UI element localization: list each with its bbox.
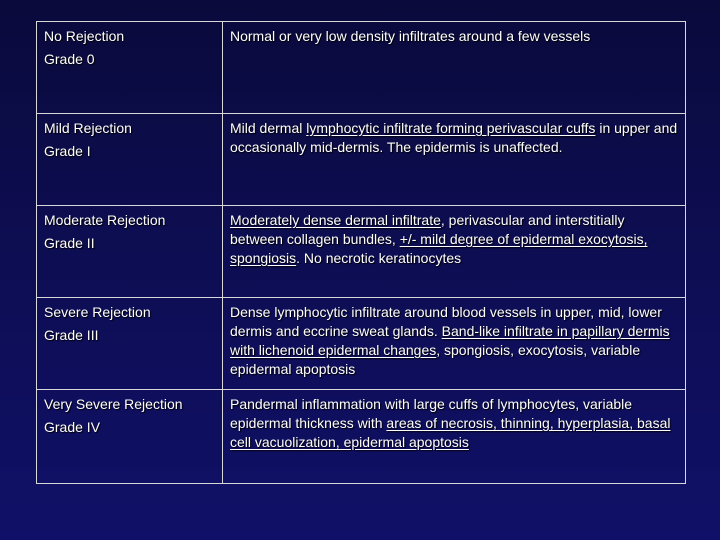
grade-cell	[37, 298, 223, 390]
underlined-term: +/- mild degree of epidermal exocytosis, spongiosis	[230, 231, 648, 266]
grade-cell	[37, 114, 223, 206]
grade-name: Mild Rejection	[44, 120, 132, 136]
description-text: Pandermal inflammation with large cuffs of lymphocytes, variable epidermal thickness with	[230, 396, 633, 431]
underlined-term: lymphocytic infiltrate forming perivascular cuffs	[306, 120, 596, 136]
description-text: in upper and occasionally mid-dermis. The epidermis is unaffected.	[230, 120, 678, 155]
description-text: , spongiosis, exocytosis, variable epidermal apoptosis	[230, 342, 641, 377]
description-text: , perivascular and interstitially between collagen bundles,	[230, 212, 625, 247]
description-cell	[223, 206, 686, 298]
grade-name: No Rejection	[44, 28, 125, 44]
description-cell	[223, 390, 686, 484]
description-cell	[223, 298, 686, 390]
table-row	[37, 390, 686, 484]
underlined-term: Band-like infiltrate in papillary dermis with lichenoid epidermal changes	[230, 323, 670, 358]
table-row	[37, 206, 686, 298]
grade-level: Grade 0	[44, 51, 95, 67]
grade-level: Grade III	[44, 327, 99, 343]
description-text: Dense lymphocytic infiltrate around blood vessels in upper, mid, lower dermis and eccrine sweat glands.	[230, 304, 662, 339]
description-cell	[223, 22, 686, 114]
underlined-term: areas of necrosis, thinning, hyperplasia, basal cell vacuolization, epidermal apoptosis	[230, 415, 671, 450]
grade-name: Very Severe Rejection	[44, 396, 183, 412]
description-text: Normal or very low density infiltrates around a few vessels	[230, 28, 591, 44]
grade-cell	[37, 390, 223, 484]
grade-cell	[37, 206, 223, 298]
grade-level: Grade I	[44, 143, 91, 159]
grade-name: Severe Rejection	[44, 304, 151, 320]
description-text: . No necrotic keratinocytes	[296, 250, 462, 266]
grade-level: Grade II	[44, 235, 95, 251]
grade-level: Grade IV	[44, 419, 101, 435]
rejection-grade-table	[36, 21, 686, 484]
underlined-term: Moderately dense dermal infiltrate	[230, 212, 441, 228]
table-row	[37, 114, 686, 206]
table-row	[37, 22, 686, 114]
grade-cell	[37, 22, 223, 114]
grade-name: Moderate Rejection	[44, 212, 166, 228]
description-cell	[223, 114, 686, 206]
table-row	[37, 298, 686, 390]
description-text: Mild dermal	[230, 120, 307, 136]
